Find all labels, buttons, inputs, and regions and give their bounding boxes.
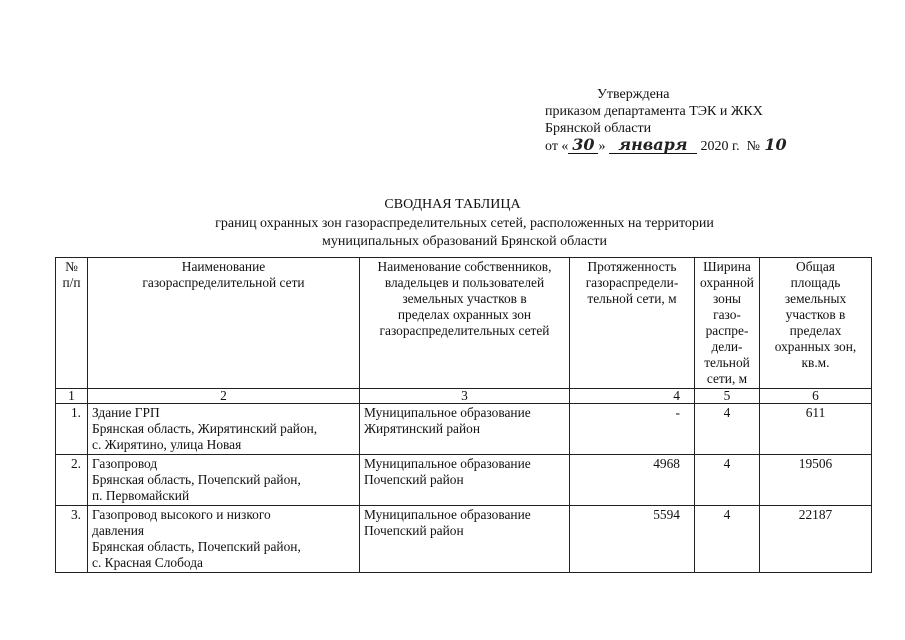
- text-line: Газопровод высокого и низкого: [92, 507, 271, 522]
- row-length: -: [570, 404, 695, 455]
- text-line: земельных: [784, 291, 847, 306]
- approval-order: приказом департамента ТЭК и ЖКХ: [545, 104, 763, 119]
- row-number: 2.: [56, 455, 88, 506]
- text-line: Наименование собственников,: [377, 259, 552, 274]
- date-prefix: от «: [545, 139, 569, 154]
- header-owners: [360, 258, 570, 389]
- text-line: Ширина: [703, 259, 751, 274]
- text-line: №: [65, 259, 78, 274]
- index-cell: 6: [760, 389, 872, 404]
- row-length: 4968: [570, 455, 695, 506]
- header-width: [695, 258, 760, 389]
- table-row: [56, 455, 872, 506]
- table-row: [56, 404, 872, 455]
- row-number: 1.: [56, 404, 88, 455]
- text-line: владельцев и пользователей: [384, 275, 545, 290]
- table-row: [56, 506, 872, 573]
- text-line: охранной: [700, 275, 754, 290]
- row-width: 4: [695, 404, 760, 455]
- header-network: [88, 258, 360, 389]
- approval-block: [545, 86, 787, 155]
- number-prefix: №: [746, 139, 760, 154]
- row-area: 19506: [760, 455, 872, 506]
- text-line: пределах: [789, 323, 842, 338]
- row-width: 4: [695, 506, 760, 573]
- text-line: газораспределительных сетей: [379, 323, 550, 338]
- header-num: [56, 258, 88, 389]
- document-subtitle-2: муниципальных образований Брянской области: [322, 234, 607, 249]
- row-owner: [360, 506, 570, 573]
- text-line: Брянская область, Почепский район,: [92, 472, 301, 487]
- text-line: с. Красная Слобода: [92, 555, 203, 570]
- approval-title: Утверждена: [597, 87, 670, 102]
- text-line: Здание ГРП: [92, 405, 160, 420]
- row-width: 4: [695, 455, 760, 506]
- approval-region: Брянской области: [545, 121, 652, 136]
- row-network: [88, 455, 360, 506]
- text-line: газораспределительной сети: [142, 275, 305, 290]
- text-line: площадь: [790, 275, 841, 290]
- text-line: Муниципальное образование: [364, 456, 531, 471]
- text-line: Газопровод: [92, 456, 158, 471]
- index-row: [56, 389, 872, 404]
- header-area: [760, 258, 872, 389]
- header-length: [570, 258, 695, 389]
- text-line: Жирятинский район: [364, 421, 480, 436]
- summary-table: [55, 257, 872, 573]
- index-cell: 2: [88, 389, 360, 404]
- text-line: газо-: [713, 307, 741, 322]
- document-title: СВОДНАЯ ТАБЛИЦА: [384, 197, 521, 212]
- text-line: кв.м.: [801, 355, 830, 370]
- text-line: участков в: [785, 307, 846, 322]
- text-line: тельной: [704, 355, 750, 370]
- text-line: Общая: [796, 259, 835, 274]
- text-line: Брянская область, Жирятинский район,: [92, 421, 318, 436]
- text-line: газораспредели-: [585, 275, 679, 290]
- order-number: 10: [764, 135, 787, 154]
- date-month: января: [609, 137, 697, 154]
- row-owner: [360, 455, 570, 506]
- text-line: Почепский район: [364, 472, 464, 487]
- text-line: распре-: [705, 323, 749, 338]
- row-area: 611: [760, 404, 872, 455]
- text-line: п. Первомайский: [92, 488, 190, 503]
- row-owner: [360, 404, 570, 455]
- document-subtitle-1: границ охранных зон газораспределительных сетей, расположенных на территории: [215, 216, 714, 231]
- text-line: давления: [92, 523, 145, 538]
- index-cell: 3: [360, 389, 570, 404]
- text-line: зоны: [712, 291, 742, 306]
- row-length: 5594: [570, 506, 695, 573]
- date-year: 2020 г.: [700, 139, 740, 154]
- index-cell: 5: [695, 389, 760, 404]
- row-area: 22187: [760, 506, 872, 573]
- date-day: 30: [568, 137, 598, 154]
- text-line: п/п: [62, 275, 81, 290]
- text-line: тельной сети, м: [587, 291, 677, 306]
- text-line: пределах охранных зон: [397, 307, 532, 322]
- text-line: Наименование: [181, 259, 266, 274]
- text-line: Муниципальное образование: [364, 507, 531, 522]
- header-row: [56, 258, 872, 389]
- row-network: [88, 506, 360, 573]
- text-line: дели-: [711, 339, 743, 354]
- text-line: земельных участков в: [402, 291, 527, 306]
- text-line: сети, м: [706, 371, 748, 386]
- text-line: с. Жирятино, улица Новая: [92, 437, 242, 452]
- text-line: Почепский район: [364, 523, 464, 538]
- index-cell: 4: [570, 389, 695, 404]
- row-number: 3.: [56, 506, 88, 573]
- text-line: Муниципальное образование: [364, 405, 531, 420]
- approval-date-line: [545, 137, 787, 155]
- index-cell: 1: [56, 389, 88, 404]
- text-line: охранных зон,: [774, 339, 857, 354]
- text-line: Протяженность: [587, 259, 677, 274]
- date-sep: »: [598, 139, 606, 154]
- text-line: Брянская область, Почепский район,: [92, 539, 301, 554]
- row-network: [88, 404, 360, 455]
